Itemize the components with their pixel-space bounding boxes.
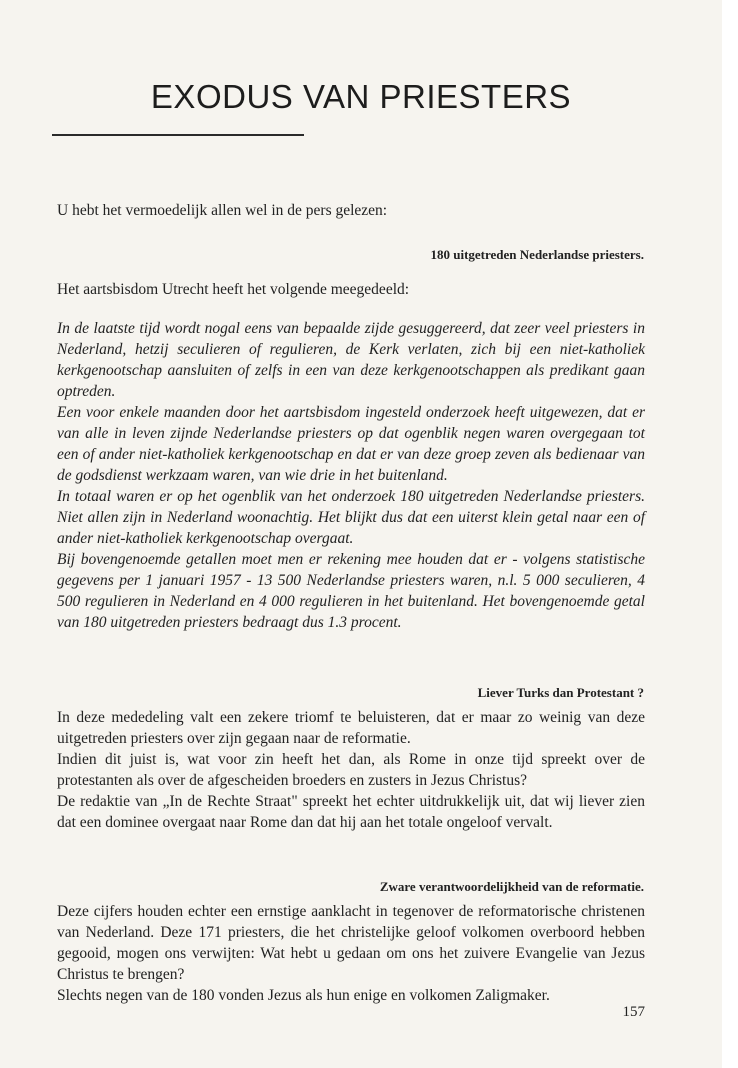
subheading-priests: 180 uitgetreden Nederlandse priesters. bbox=[430, 247, 644, 262]
quoted-statement bbox=[57, 318, 645, 633]
subheading-turks: Liever Turks dan Protestant ? bbox=[477, 685, 644, 700]
body-paragraph: Indien dit juist is, wat voor zin heeft het dan, als Rome in onze tijd spreekt over de protestanten als over de afgescheiden broeders en zusters in Jezus Christus? bbox=[57, 751, 645, 789]
body-paragraph: Deze cijfers houden echter een ernstige aanklacht in tegenover de reformatorische christenen van Nederland. Deze 171 priesters, die het christelijke geloof volkomen overboord hebben gegooid, mogen ons verwijten: Wat hebt u gedaan om ons het zuivere Evangelie van Jezus Christus te brengen? bbox=[57, 903, 645, 983]
subheading-responsibility: Zware verantwoordelijkheid van de reformatie. bbox=[379, 879, 644, 894]
quote-paragraph: In totaal waren er op het ogenblik van het onderzoek 180 uitgetreden Nederlandse priesters. Niet allen zijn in Nederland woonachtig. Het blijkt dus dat een uiterst klein getal naar een of ander niet-katholiek kerkgenootschap overgaat. bbox=[57, 488, 645, 547]
quote-paragraph: In de laatste tijd wordt nogal eens van bepaalde zijde gesuggereerd, dat zeer veel priesters in Nederland, hetzij seculieren of regulieren, de Kerk verlaten, zich bij een niet-katholiek kerkgenootschap aansluiten of zelfs in een van deze kerkgenootschappen als predikant gaan optreden. bbox=[57, 320, 645, 400]
quote-paragraph: Bij bovengenoemde getallen moet men er rekening mee houden dat er - volgens statistische gegevens per 1 januari 1957 - 13 500 Nederlandse priesters waren, n.l. 5 000 seculieren, 4 500 regulieren in Nederland en 4 000 regulieren in het buitenland. Het bovengenoemde getal van 180 uitgetreden priesters bedraagt dus 1.3 procent. bbox=[57, 551, 645, 631]
body-paragraph: In deze mededeling valt een zekere triomf te beluisteren, dat er maar zo weinig van deze uitgetreden priesters over zijn gegaan naar de reformatie. bbox=[57, 709, 645, 747]
body-paragraph: Slechts negen van de 180 vonden Jezus als hun enige en volkomen Zaligmaker. bbox=[57, 987, 550, 1004]
section-turks bbox=[57, 707, 645, 833]
body-paragraph: De redaktie van „In de Rechte Straat" spreekt het echter uitdrukkelijk uit, dat wij liever zien dat een dominee overgaat naar Rome dan dat hij aan het totale ongeloof vervalt. bbox=[57, 793, 645, 831]
section-responsibility bbox=[57, 901, 645, 1006]
page-number: 157 bbox=[622, 1004, 645, 1020]
title-rule bbox=[52, 134, 304, 136]
intro-text: U hebt het vermoedelijk allen wel in de pers gelezen: bbox=[57, 202, 388, 219]
page-title: EXODUS VAN PRIESTERS bbox=[150, 78, 572, 115]
announcement-text: Het aartsbisdom Utrecht heeft het volgende meegedeeld: bbox=[57, 281, 410, 298]
quote-paragraph: Een voor enkele maanden door het aartsbisdom ingesteld onderzoek heeft uitgewezen, dat er van alle in leven zijnde Nederlandse priesters op dat ogenblik negen waren overgegaan tot een of ander niet-katholiek kerkgenootschap en dat er van deze groep zeven als bedienaar van de godsdienst werkzaam waren, van wie drie in het buitenland. bbox=[57, 404, 645, 484]
